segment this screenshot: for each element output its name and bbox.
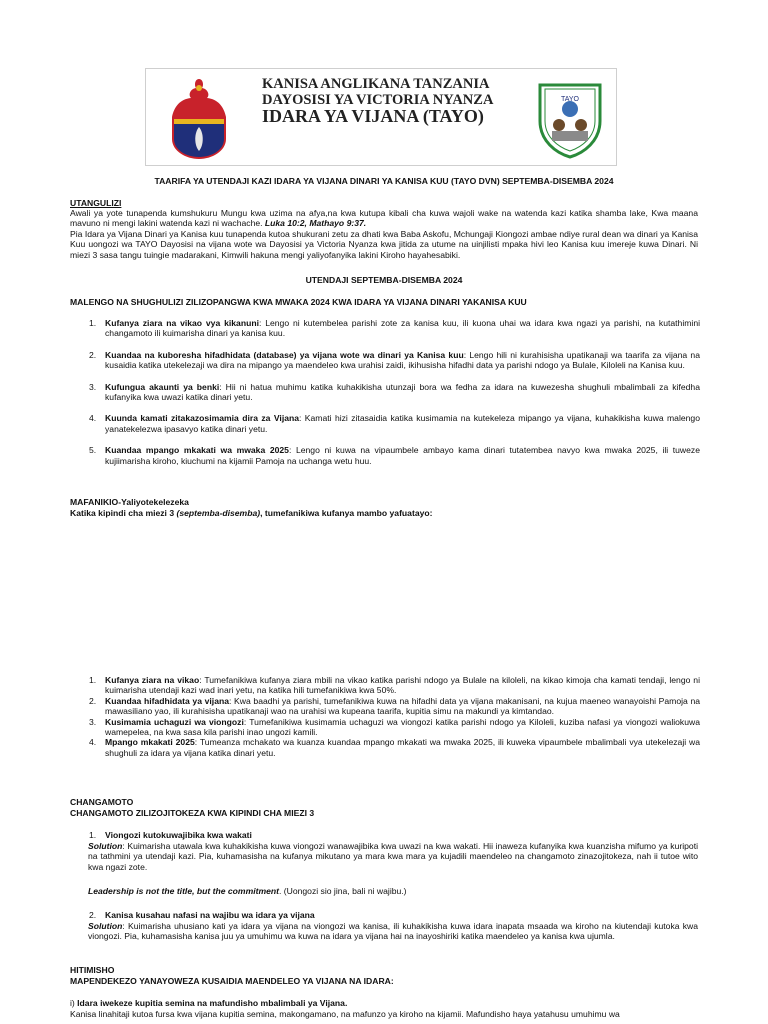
changamoto-subheading: CHANGAMOTO ZILIZOJITOKEZA KWA KIPINDI CHA MIEZI 3: [70, 808, 315, 818]
item-text: : Kwa baadhi ya parishi, tumefanikiwa kuwa na hifadhi data ya vijana makanisani, na kujua maeneo wanayoishi Pamoja na mawasiliano yao, ili kurahisisha upatikanaji wao na urahisi wa kupeana taarifa, kupitia simu na makundi ya kimtandao.: [105, 695, 701, 717]
item-number: 3.: [89, 381, 97, 392]
malengo-heading: MALENGO NA SHUGHULIZI ZILIZOPANGWA KWA MWAKA 2024 KWA IDARA YA VIJANA DINARI YAKANISA KUU: [70, 297, 527, 307]
item-text: : Kamati hizi zitasaidia katika kusimamia na kutekeleza mipango ya vijana, kuhakikisha kuwa malengo yanatekelezwa ipasavyo katika dinari yetu.: [105, 413, 700, 434]
malengo-list: [70, 318, 700, 466]
item-text: : Tumefanikiwa kusimamia uchaguzi wa viongozi katika parishi ndogo ya Kiloleli, kuziba nafasi ya viongozi waliokuwa wamepelea, na kwa sasa kila parishi inao ungozi kamili.: [105, 716, 700, 738]
changamoto-list-2: [70, 910, 700, 920]
department-name: IDARA YA VIJANA (TAYO): [262, 106, 484, 126]
list-item: [70, 830, 700, 840]
item-number: 1.: [89, 675, 97, 685]
item-label: i): [70, 998, 78, 1008]
item-number: 1.: [89, 830, 97, 840]
solution-label: Solution: [88, 841, 123, 851]
leadership-quote: [88, 886, 698, 896]
solution-label: Solution: [88, 921, 123, 931]
quote-translation: . (Uongozi sio jina, bali ni wajibu.): [279, 886, 407, 896]
changamoto-solution-1: [88, 841, 698, 872]
tayo-seal-icon: [534, 75, 606, 159]
list-item: [70, 382, 700, 403]
item-number: 1.: [89, 318, 97, 328]
item-title: Idara iwekeze kupitia semina na mafundisho mbalimbali ya Vijana.: [77, 998, 348, 1008]
item-number: 2.: [89, 349, 97, 360]
utangulizi-text: Awali ya yote tunapenda kumshukuru Mungu kwa uzima na afya,na kwa kutupa kibali cha kuwa wajoli wake na watenda kazi katika shamba lake, Kwa maana mavuno ni mengi lakini watenda kazi ni wachache.: [70, 208, 698, 229]
list-item: [70, 318, 700, 339]
item-text: : Tumeanza mchakato wa kuanza kuandaa mpango mkakati wa mwaka 2025, ili kuweka vipaumbele mbalimbali vya utekelezaji wa shughuli za idara ya vijana katika dinari yetu.: [105, 737, 700, 758]
item-title: Kanisa kusahau nafasi na wajibu wa idara ya vijana: [105, 910, 315, 920]
list-item: [70, 696, 700, 717]
changamoto-heading: CHANGAMOTO: [70, 797, 134, 807]
item-title: Kuandaa mpango mkakati wa mwaka 2025: [105, 445, 289, 456]
seal-label: TAYO: [560, 96, 580, 103]
item-number: 4.: [89, 413, 97, 424]
utendaji-heading: UTENDAJI SEPTEMBA-DISEMBA 2024: [305, 275, 463, 285]
item-text: : Hii ni hatua muhimu katika kuhakikisha utunzaji bora wa fedha za idara na kuwezesha shughuli mbalimbali za kifedha kufanyika kwa uwazi katika dinari yetu.: [105, 381, 700, 403]
hitimisho-heading: HITIMISHO: [70, 965, 115, 975]
list-item: [70, 413, 700, 434]
item-title: Kuandaa hifadhidata ya vijana: [105, 695, 230, 706]
list-item: [70, 675, 700, 696]
item-text: : Tumefanikiwa kufanya ziara mbili na vikao katika parishi ndogo ya Bulale na kiloleli, na kikao kimoja cha kamati tendaji, lengo ni kuimarisha utendaji kazi wad inari yetu, na katika hili tumefanikiwa kwa 50%.: [105, 675, 700, 696]
item-number: 3.: [89, 716, 97, 727]
changamoto-solution-2: [88, 921, 698, 942]
item-number: 5.: [89, 445, 97, 456]
list-item: [70, 445, 700, 466]
item-text: : Lengo ni kuwa na vipaumbele ambayo kama dinari tutatembea navyo kwa mwaka 2025, ili tuweze kujiimarisha kiroho, kiuchumi na kijamii Pamoja na uchanga wetu huu.: [105, 445, 700, 466]
changamoto-list-1: [70, 830, 700, 840]
diocese-name: DAYOSISI YA VICTORIA NYANZA: [262, 92, 494, 108]
report-title: TAARIFA YA UTENDAJI KAZI IDARA YA VIJANA DINARI YA KANISA KUU (TAYO DVN) SEPTEMBA-DISEMBA 2024: [154, 176, 614, 186]
item-title: Mpango mkakati 2025: [105, 737, 195, 748]
item-title: Kuunda kamati zitakazosimamia dira za Vijana: [105, 413, 300, 424]
mafanikio-heading: MAFANIKIO-Yaliyotekelezeka: [70, 497, 189, 507]
list-item: [70, 737, 700, 758]
item-text: : Lengo hili ni kurahisisha upatikanaji wa taarifa za vijana na kusaidia katika utekelezaji wa dira na mipango ya maendeleo kwa urahisi zaidi, ikihusisha hifadhi data ya parishi ndogo ya Bulale, Kiloleli na Kanisa kuu.: [105, 349, 700, 371]
solution-text: : Kuimarisha uhusiano kati ya idara ya vijana na viongozi wa kanisa, ili kuhakikisha kuwa idara inapata msaada wa kiroho na kiutendaji kutoka kwa viongozi. Pia, kuhamasisha kanisa juu ya umuhimu wa kuwa na idara ya vijana hai na inayoshiriki katika maendeleo ya kanisa kwa ujumla.: [88, 921, 698, 942]
list-item: [70, 717, 700, 738]
recommendation-text: Kanisa linahitaji kutoa fursa kwa vijana kupitia semina, makongamano, na mafunzo ya kiroho na kijamii. Mafundisho haya yatahusu umuhimu wa: [70, 1009, 620, 1019]
list-item: [70, 910, 700, 920]
intro-period: (septemba-disemba): [176, 508, 261, 518]
intro-text-end: , tumefanikiwa kufanya mambo yafuatayo:: [260, 508, 433, 518]
item-title: Kufungua akaunti ya benki: [105, 381, 220, 392]
item-number: 2.: [89, 695, 97, 706]
item-title: Kusimamia uchaguzi wa viongozi: [105, 716, 244, 727]
list-item: [70, 350, 700, 371]
utangulizi-paragraph-1: [70, 208, 698, 229]
church-name: KANISA ANGLIKANA TANZANIA: [262, 76, 490, 92]
diocese-crest-icon: [166, 77, 232, 161]
solution-text: : Kuimarisha utawala kwa kuhakikisha kuwa viongozi wanawajibika kwa uwazi na kwa wakati. Hii inaweza kufanyika kwa kuanzisha mifumo ya kuripoti na tathmini ya utendaji kazi. Pia, kuhamasisha na kufanya mikutano ya mara kwa mara ya kujadili maendeleo na changamoto zinazojitokeza, nah ii tutoe wito kwa ngazi zote.: [88, 841, 698, 872]
quote-text: Leadership is not the title, but the commitment: [88, 886, 279, 896]
recommendation-title: [70, 998, 698, 1008]
scripture-reference: Luka 10:2, Mathayo 9:37.: [264, 218, 367, 229]
mafanikio-intro: [70, 508, 698, 518]
item-title: Kuandaa na kuboresha hifadhidata (database) ya vijana wote wa dinari ya Kanisa kuu: [105, 349, 464, 360]
item-number: 4.: [89, 737, 97, 748]
mafanikio-list: [70, 675, 700, 758]
item-text: : Lengo ni kutembelea parishi zote za kanisa kuu, ili kuona uhai wa idara kwa ngazi ya parishi, na kutathimini changamoto ili kuimarisha dinari ya kanisa kuu.: [105, 318, 701, 339]
letterhead: [145, 68, 617, 166]
utangulizi-heading: UTANGULIZI: [70, 198, 122, 208]
item-title: Kufanya ziara na vikao vya kikanuni: [105, 318, 259, 328]
intro-text: Katika kipindi cha miezi 3: [70, 508, 177, 518]
item-title: Kufanya ziara na vikao: [105, 675, 200, 685]
item-title: Viongozi kutokuwajibika kwa wakati: [105, 830, 252, 840]
mapendekezo-heading: MAPENDEKEZO YANAYOWEZA KUSAIDIA MAENDELEO YA VIJANA NA IDARA:: [70, 976, 394, 986]
item-number: 2.: [89, 910, 97, 920]
utangulizi-paragraph-2: Pia Idara ya Vijana Dinari ya Kanisa kuu tunapenda kutoa shukurani zetu za dhati kwa Baba Askofu, Mchungaji Kiongozi ambae ndiye rural dean wa dinari ya Kanisa Kuu uongozi wa TAYO Dayosisi na vijana wote wa Dayosisi ya Victoria Nyanza kwa jitida za utume na uinjilisti mpaka hivi leo Kanisa kuu imereje kuwa Dinari. Ni miezi 3 sasa tangu tuingie madarakani, Kimwili hakuna mengi yaliyofanyika lakini Kiroho hayahesabiki.: [70, 229, 698, 260]
